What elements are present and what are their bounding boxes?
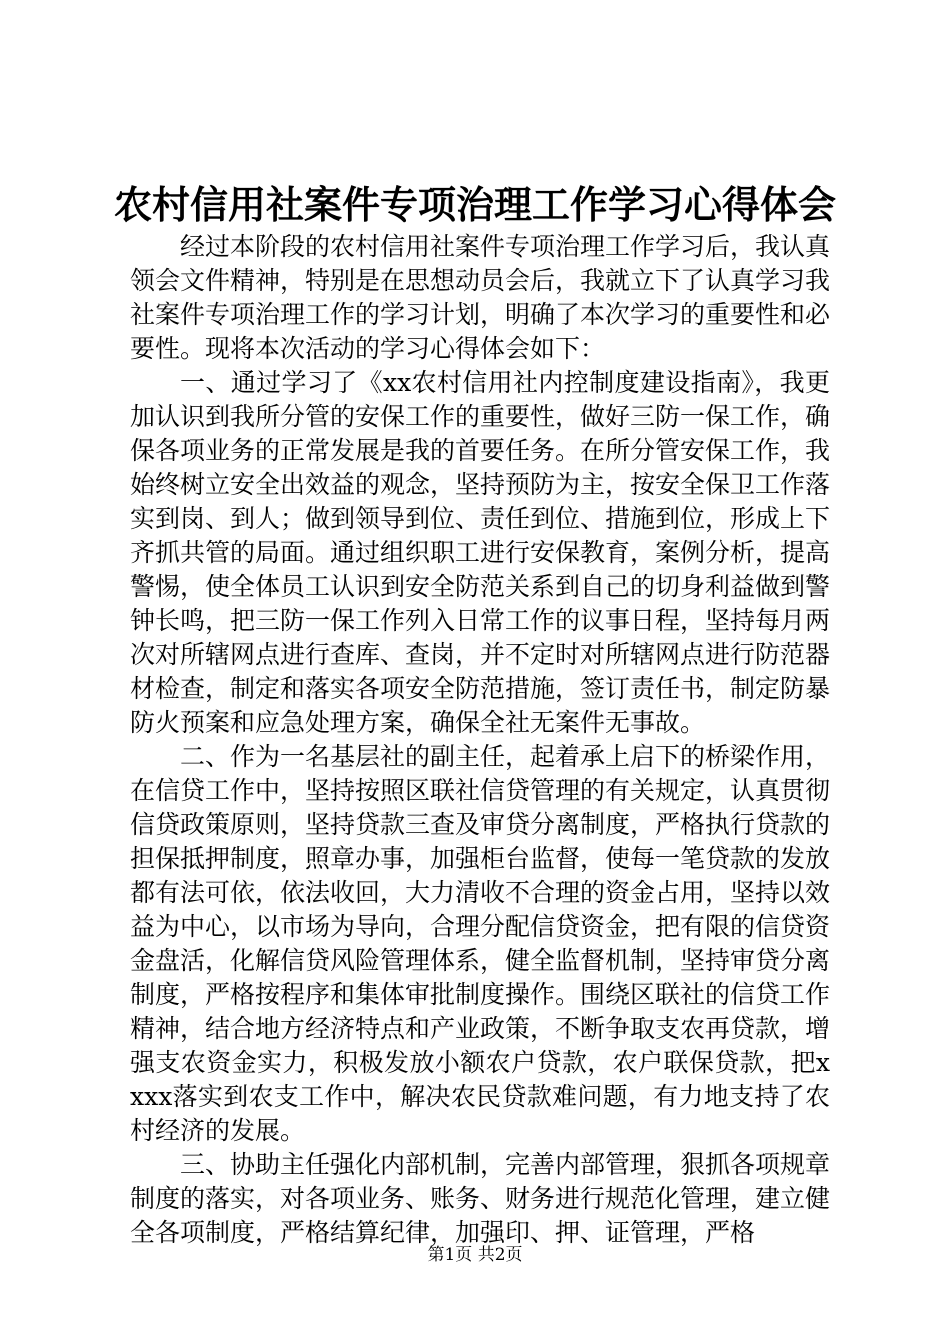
paragraph-section-3: 三、协助主任强化内部机制，完善内部管理，狠抓各项规章制度的落实，对各项业务、账务、财务进行规范化管理，建立健全各项制度，严格结算纪律，加强印、押、证管理，严格 (130, 1150, 831, 1247)
document-title: 农村信用社案件专项治理工作学习心得体会 (113, 182, 836, 227)
document-body (130, 230, 830, 1250)
paragraph-section-2: 二、作为一名基层社的副主任，起着承上启下的桥梁作用，在信贷工作中，坚持按照区联社信贷管理的有关规定，认真贯彻信贷政策原则，坚持贷款三查及审贷分离制度，严格执行贷款的担保抵押制度，照章办事，加强柜台监督，使每一笔贷款的发放都有法可依，依法收回，大力清收不合理的资金占用，坚持以效益为中心，以市场为导向，合理分配信贷资金，把有限的信贷资金盘活，化解信贷风险管理体系，健全监督机制，坚持审贷分离制度，严格按程序和集体审批制度操作。围绕区联社的信贷工作精神，结合地方经济特点和产业政策，不断争取支农再贷款，增强支农资金实力，积极发放小额农户贷款，农户联保贷款，把xxxx落实到农支工作中，解决农民贷款难问题，有力地支持了农村经济的发展。 (130, 742, 831, 1145)
paragraph-section-1: 一、通过学习了《xx农村信用社内控制度建设指南》，我更加认识到我所分管的安保工作的重要性，做好三防一保工作，确保各项业务的正常发展是我的首要任务。在所分管安保工作，我始终树立安全出效益的观念，坚持预防为主，按安全保卫工作落实到岗、到人；做到领导到位、责任到位、措施到位，形成上下齐抓共管的局面。通过组织职工进行安保教育，案例分析，提高警惕，使全体员工认识到安全防范关系到自己的切身利益做到警钟长鸣，把三防一保工作列入日常工作的议事日程，坚持每月两次对所辖网点进行查库、查岗，并不定时对所辖网点进行防范器材检查，制定和落实各项安全防范措施，签订责任书，制定防暴防火预案和应急处理方案，确保全社无案件无事故。 (130, 368, 831, 737)
paragraph-intro: 经过本阶段的农村信用社案件专项治理工作学习后，我认真领会文件精神，特别是在思想动员会后，我就立下了认真学习我社案件专项治理工作的学习计划，明确了本次学习的重要性和必要性。现将本次活动的学习心得体会如下： (130, 232, 831, 363)
page-number-footer: 第1页 共2页 (427, 1245, 523, 1265)
